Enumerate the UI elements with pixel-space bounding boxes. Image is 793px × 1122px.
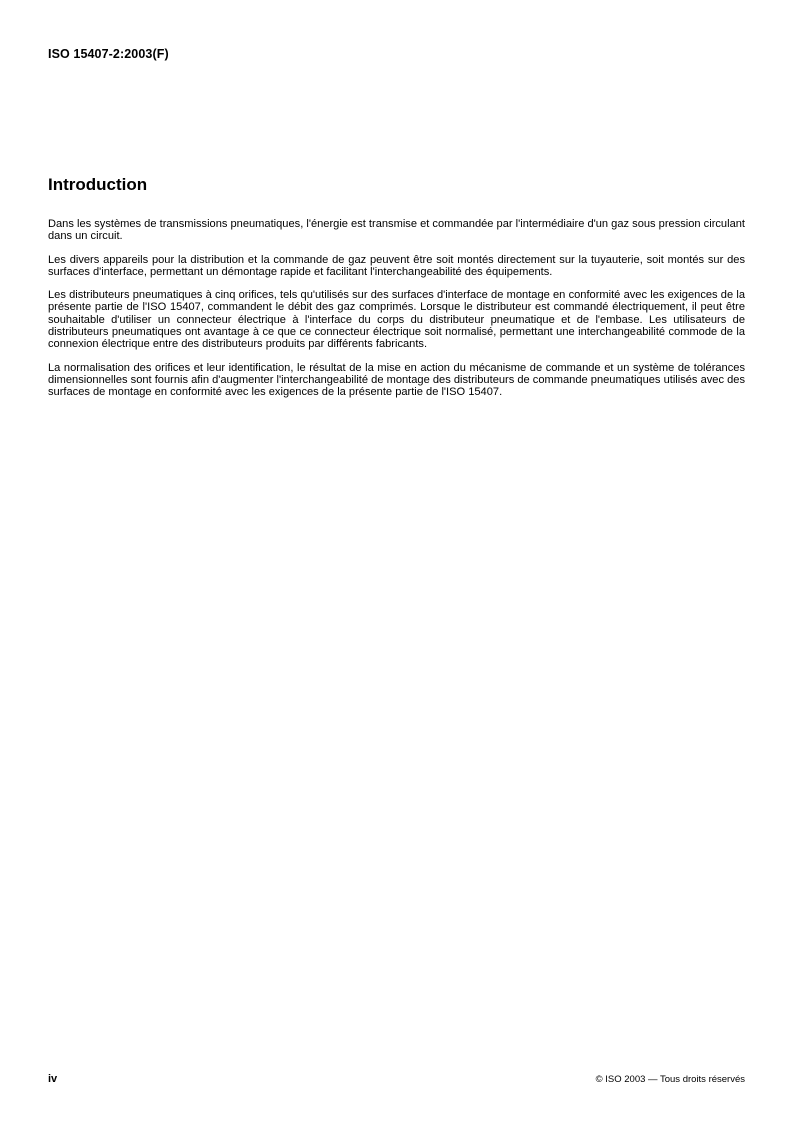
copyright-notice: © ISO 2003 — Tous droits réservés (595, 1074, 745, 1085)
paragraph-2: Les divers appareils pour la distribution et la commande de gaz peuvent être soit montés directement sur la tuyauterie, soit montés sur des surfaces d'interface, permettant un démontage rapide et facilitant l'interchangeabilité des équipements. (48, 253, 745, 278)
paragraph-4: La normalisation des orifices et leur identification, le résultat de la mise en action du mécanisme de commande et un système de tolérances dimensionnelles sont fournis afin d'augmenter l'interchangeabilité de montage des distributeurs de commande pneumatiques utilisés avec des surfaces de montage en conformité avec les exigences de la présente partie de l'ISO 15407. (48, 361, 745, 399)
page-number: iv (48, 1073, 58, 1085)
body-text (48, 218, 745, 410)
paragraph-1: Dans les systèmes de transmissions pneumatiques, l'énergie est transmise et commandée par l'intermédiaire d'un gaz sous pression circulant dans un circuit. (48, 218, 745, 243)
paragraph-3: Les distributeurs pneumatiques à cinq orifices, tels qu'utilisés sur des surfaces d'interface de montage en conformité avec les exigences de la présente partie de l'ISO 15407, commandent le débit des gaz comprimés. Lorsque le distributeur est commandé électriquement, il peut être souhaitable d'utiliser un connecteur électrique à l'interface du corps du distributeur pneumatique et de l'embase. Les utilisateurs de distributeurs pneumatiques ont avantage à ce que ce connecteur électrique soit normalisé, permettant une interchangeabilité commode de la connexion électrique entre des distributeurs produits par différents fabricants. (48, 289, 745, 351)
document-id: ISO 15407-2:2003(F) (48, 47, 169, 61)
section-title: Introduction (48, 175, 148, 194)
